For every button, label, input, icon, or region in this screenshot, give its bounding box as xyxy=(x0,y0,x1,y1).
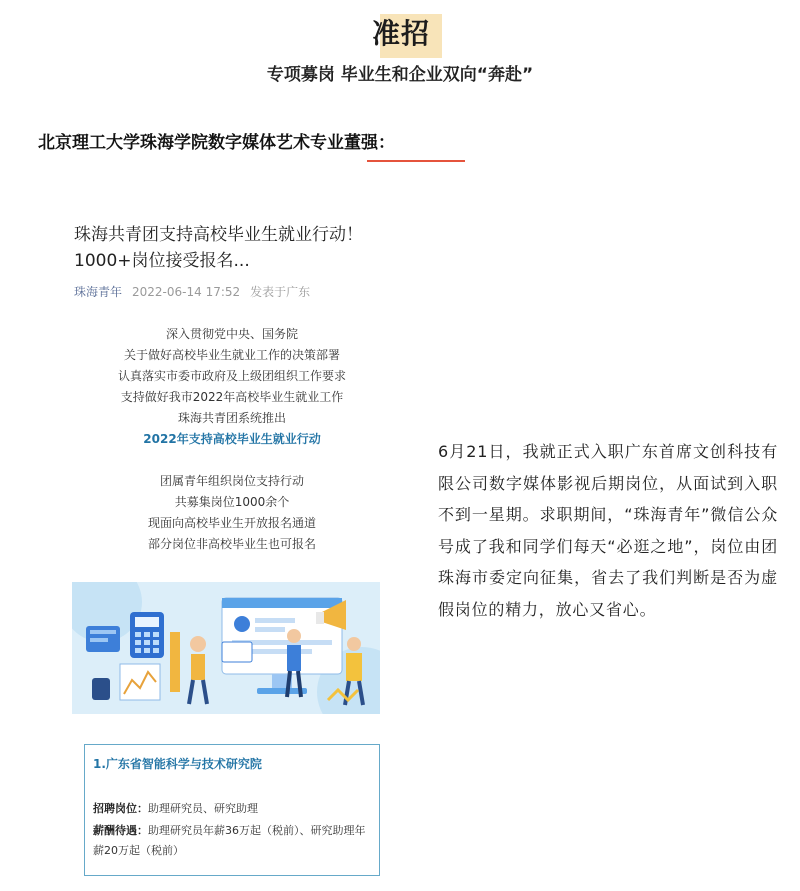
job-positions xyxy=(93,799,373,819)
job-salary-value: 助理研究员年薪36万起（税前）、研究助理年薪20万起（税前） xyxy=(93,824,366,857)
job-listing-box xyxy=(84,744,380,876)
job-salary xyxy=(93,821,373,861)
job-recruitment-illustration xyxy=(72,582,380,714)
body-line: 共募集岗位1000余个 xyxy=(174,495,290,509)
section-title-wrap xyxy=(372,12,430,56)
speaker-label: 北京理工大学珠海学院数字媒体艺术专业董强： xyxy=(38,133,395,153)
body-line: 认真落实市委市政府及上级团组织工作要求 xyxy=(117,369,346,383)
job-positions-value: 助理研究员、研究助理 xyxy=(148,802,258,815)
body-line: 团属青年组织岗位支持行动 xyxy=(159,474,304,488)
body-highlight: 2022年支持高校毕业生就业行动 xyxy=(143,432,321,446)
job-salary-label: 薪酬待遇： xyxy=(93,824,148,837)
body-line: 部分岗位非高校毕业生也可报名 xyxy=(147,537,316,551)
speaker-story: 6月21日，我就正式入职广东首席文创科技有限公司数字媒体影视后期岗位，从面试到入职不到一星期。求职期间，“珠海青年”微信公众号成了我和同学们每天“必逛之地”，岗位由团珠海市委定向征集，省去了我们判断是否为虚假岗位的精力，放心又省心。 xyxy=(438,442,778,619)
section-subtitle: 专项募岗 毕业生和企业双向“奔赴” xyxy=(266,65,534,85)
speaker-divider xyxy=(367,160,465,162)
section-title: 准招 xyxy=(372,17,431,50)
article-datetime: 2022-06-14 17:52 xyxy=(132,285,241,299)
article-meta xyxy=(74,283,310,300)
body-line: 深入贯彻党中央、国务院 xyxy=(165,327,298,341)
article-body xyxy=(42,324,422,555)
body-line: 关于做好高校毕业生就业工作的决策部署 xyxy=(123,348,340,362)
body-line: 支持做好我市2022年高校毕业生就业工作 xyxy=(120,390,344,404)
section-header xyxy=(0,0,800,100)
body-line: 现面向高校毕业生开放报名通道 xyxy=(147,516,316,530)
body-line: 珠海共青团系统推出 xyxy=(177,411,286,425)
job-positions-label: 招聘岗位： xyxy=(93,802,148,815)
article-author[interactable]: 珠海青年 xyxy=(74,285,123,299)
job-org-name: 1.广东省智能科学与技术研究院 xyxy=(93,757,262,771)
article-location: 发表于广东 xyxy=(250,285,311,299)
article-screenshot-card[interactable] xyxy=(42,196,422,886)
article-title[interactable]: 珠海共青团支持高校毕业生就业行动！1000+岗位接受报名... xyxy=(74,225,363,271)
